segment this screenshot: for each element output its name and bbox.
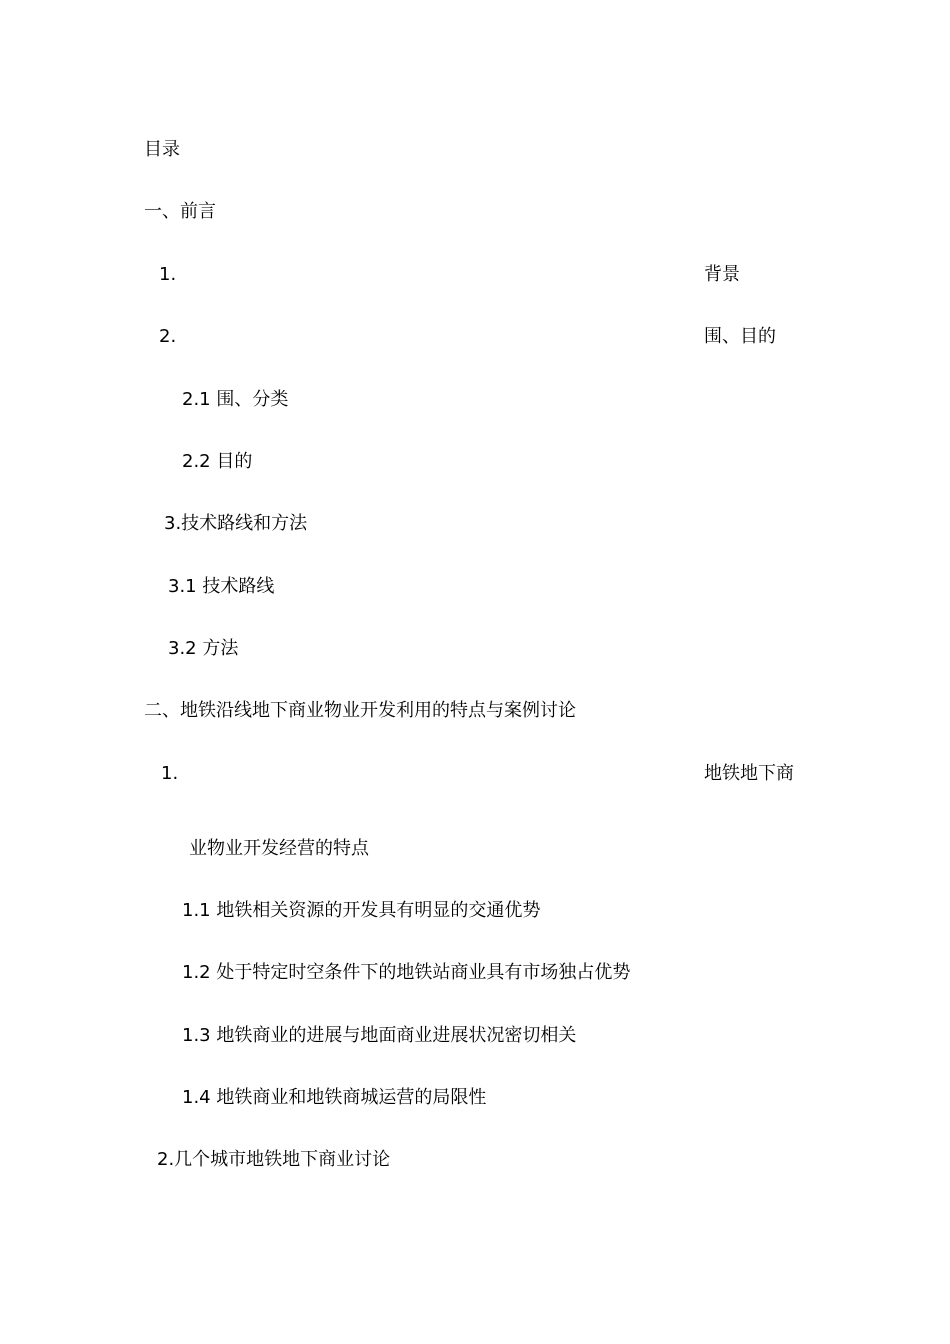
toc-entry-3-2: 3.2 方法 xyxy=(168,638,239,659)
toc-title: 目录 xyxy=(144,139,180,160)
toc-entry-2-1-continuation: 业物业开发经营的特点 xyxy=(189,838,369,859)
section-1-heading: 一、前言 xyxy=(144,201,216,222)
section-2-heading: 二、地铁沿线地下商业物业开发利用的特点与案例讨论 xyxy=(144,700,576,721)
toc-entry-1-number: 1. xyxy=(159,264,177,285)
toc-entry-1-text: 背景 xyxy=(704,264,740,285)
toc-entry-1-2: 1.2 处于特定时空条件下的地铁站商业具有市场独占优势 xyxy=(182,962,631,983)
toc-entry-2-1: 2.1 围、分类 xyxy=(182,389,289,410)
toc-entry-2-2: 2.2 目的 xyxy=(182,451,253,472)
toc-entry-3: 3.技术路线和方法 xyxy=(164,513,308,534)
toc-entry-1-1: 1.1 地铁相关资源的开发具有明显的交通优势 xyxy=(182,900,541,921)
toc-entry-2-1-text: 地铁地下商 xyxy=(704,763,794,784)
toc-entry-2-1-number: 1. xyxy=(161,763,179,784)
toc-entry-3-1: 3.1 技术路线 xyxy=(168,576,275,597)
toc-entry-2-number: 2. xyxy=(159,326,177,347)
toc-entry-2-text: 围、目的 xyxy=(704,326,776,347)
toc-entry-1-3: 1.3 地铁商业的进展与地面商业进展状况密切相关 xyxy=(182,1025,577,1046)
toc-entry-1-4: 1.4 地铁商业和地铁商城运营的局限性 xyxy=(182,1087,487,1108)
toc-entry-2-2-cities: 2.几个城市地铁地下商业讨论 xyxy=(157,1149,391,1170)
